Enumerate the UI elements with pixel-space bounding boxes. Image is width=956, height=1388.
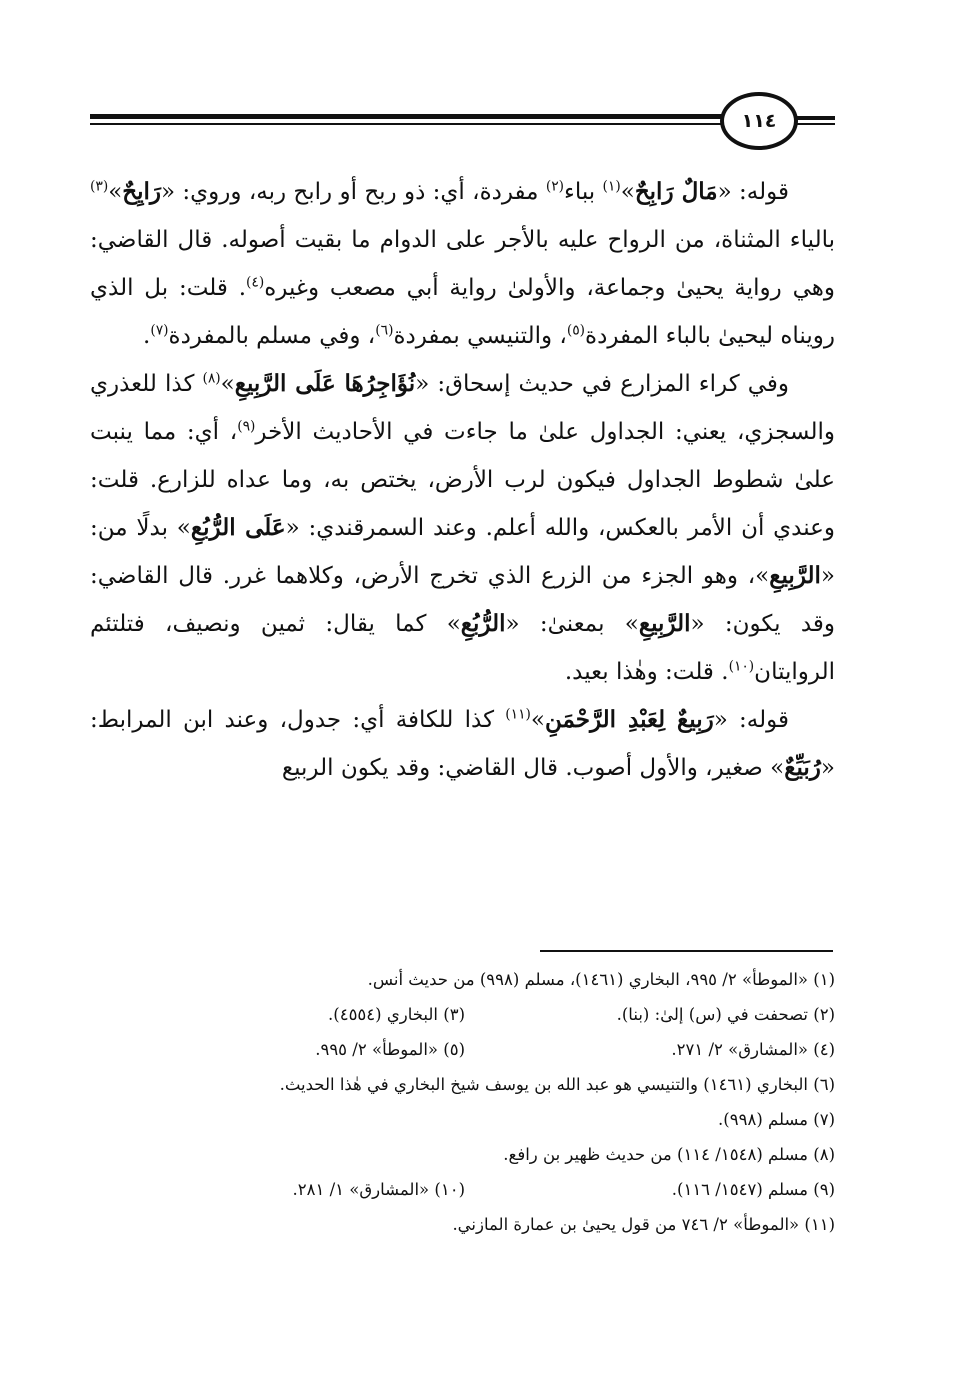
quoted-term: الرُّبُعِ [460,610,506,637]
footnote: (١) «الموطأ» ٢/ ٩٩٥، البخاري (١٤٦١)، مسلم (٩٩٨) من حديث أنس. [367,970,835,989]
footnote: (١١) «الموطأ» ٢/ ٧٤٦ من قول يحيىٰ بن عمارة المازني. [452,1215,835,1234]
quoted-term: رَايِحٌ [122,178,162,205]
footnote-row [90,1137,835,1172]
quoted-term: رُبَيِّعٌ [784,754,821,781]
footnote-row [90,1067,835,1102]
text-run: ، وفي مسلم بالمفردة [168,323,376,349]
footnote: (٣) البخاري (٤٥٥٤). [328,1005,465,1024]
footnote-row [90,1172,835,1207]
text-run: » بمعنىٰ: « [505,611,639,637]
footnote: (١٠) «المشارق» ١/ ٢٨١. [292,1180,465,1199]
text-run: . قلت: بل الذي رويناه ليحيىٰ بالباء المفردة [90,275,835,349]
footnote: (٨) مسلم (١٥٤٨/ ١١٤) من حديث ظهير بن رافع. [503,1145,835,1164]
quoted-term: الرَّبِيعِ [769,562,821,589]
text-run: » [220,371,235,397]
text-run: كذا للعذري والسجزي، يعني: الجداول علىٰ ما جاءت في الأحاديث الأخر [90,371,835,445]
footnote: (٤) «المشارق» ٢/ ٢٧١. [671,1040,835,1059]
footnote-ref: (١) [602,178,621,195]
footnote-row [90,1032,835,1067]
footnote-ref: (٣) [90,178,109,195]
footnote-ref: (٨) [202,370,221,387]
text-run: بباء [564,179,603,205]
text-run: ، أي: مما ينبت علىٰ شطوط الجداول فيكون لرب الأرض، يختص به، وما عداه للزارع. قلت: وعندي أن الأمر بالعكس، والله أعلم. وعند السمرقندي: « [90,419,836,541]
quoted-term: عَلَى الرُّبُعِ [190,514,286,541]
footnote: (٦) البخاري (١٤٦١) والتنيسي هو عبد الله بن يوسف شيخ البخاري في هٰذا الحديث. [279,1075,835,1094]
text-run: كذا للكافة أي: جدول، وعند ابن المرابط: « [90,707,835,781]
text-run: قوله: « [713,707,790,733]
main-text [90,168,835,792]
footnote-separator [540,950,833,952]
text-run: . قلت: وهٰذا بعيد. [564,659,729,685]
text-run: » [108,179,123,205]
text-run: وفي كراء المزارع في حديث إسحاق: « [415,371,790,397]
footnote-ref: (٧) [150,322,169,339]
footnote-ref: (٩) [237,418,256,435]
footnote: (٧) مسلم (٩٩٨). [718,1110,835,1129]
footnote: (٩) مسلم (١٥٤٧/ ١١٦). [671,1180,835,1199]
footnote-ref: (٤) [246,274,265,291]
text-run: »، وهو الجزء من الزرع الذي تخرج الأرض، وكلاهما غرر. قال القاضي: وقد يكون: « [90,563,835,637]
footnote-ref: (١١) [505,706,531,723]
quoted-term: الرَّبِيعِ [638,610,691,637]
text-run: قوله: « [717,179,789,205]
text-run: » [530,707,545,733]
footnote: (٥) «الموطأ» ٢/ ٩٩٥. [315,1040,465,1059]
footnote-ref: (٦) [375,322,394,339]
quoted-term: نُؤَاجِرُهَا عَلَى الرَّبِيعِ [234,370,416,397]
quoted-term: رَبِيعٌ لِعَبْدِ الرَّحْمَنِ [544,706,714,733]
page-header [90,92,835,152]
header-rule-right-thin [795,123,835,125]
page-number: ١١٤ [720,92,798,150]
paragraph [90,168,835,360]
text-run: ، والتنيسي بمفردة [393,323,567,349]
header-rule [90,114,725,119]
footnote-row [90,1207,835,1242]
paragraph [90,696,835,792]
footnote-ref: (١٠) [728,658,755,675]
footnote: (٢) تصحفت في (س) إلىٰ: (بنا). [616,1005,835,1024]
text-run: مفردة، أي: ذو ربح أو رابح ربه، وروي: « [161,179,546,205]
footnote-row [90,1102,835,1137]
quoted-term: مَالٌ رَابِحٌ [634,178,718,205]
text-run: » [620,179,635,205]
footnote-row [90,997,835,1032]
text-run: . [143,323,151,349]
text-run: » صغير، والأول أصوب. قال القاضي: وقد يكون الربيع [281,755,785,781]
footnote-ref: (٢) [545,178,565,195]
footnote-row [90,962,835,997]
text-run: بالياء المثناة، من الرواح عليه بالأجر على الدوام ما بقيت أصوله. قال القاضي: وهي رواية يحيىٰ وجماعة، والأولىٰ رواية أبي مصعب وغيره [90,227,836,301]
text-run: » بدلًا من: « [90,515,835,589]
footnotes [90,962,835,1242]
paragraph [90,360,835,696]
footnote-ref: (٥) [566,322,586,339]
text-run: » كما يقال: ثمين ونصيف، فتلتئم الروايتان [90,611,835,685]
header-rule-thin [90,123,725,125]
header-rule-right [795,116,835,120]
